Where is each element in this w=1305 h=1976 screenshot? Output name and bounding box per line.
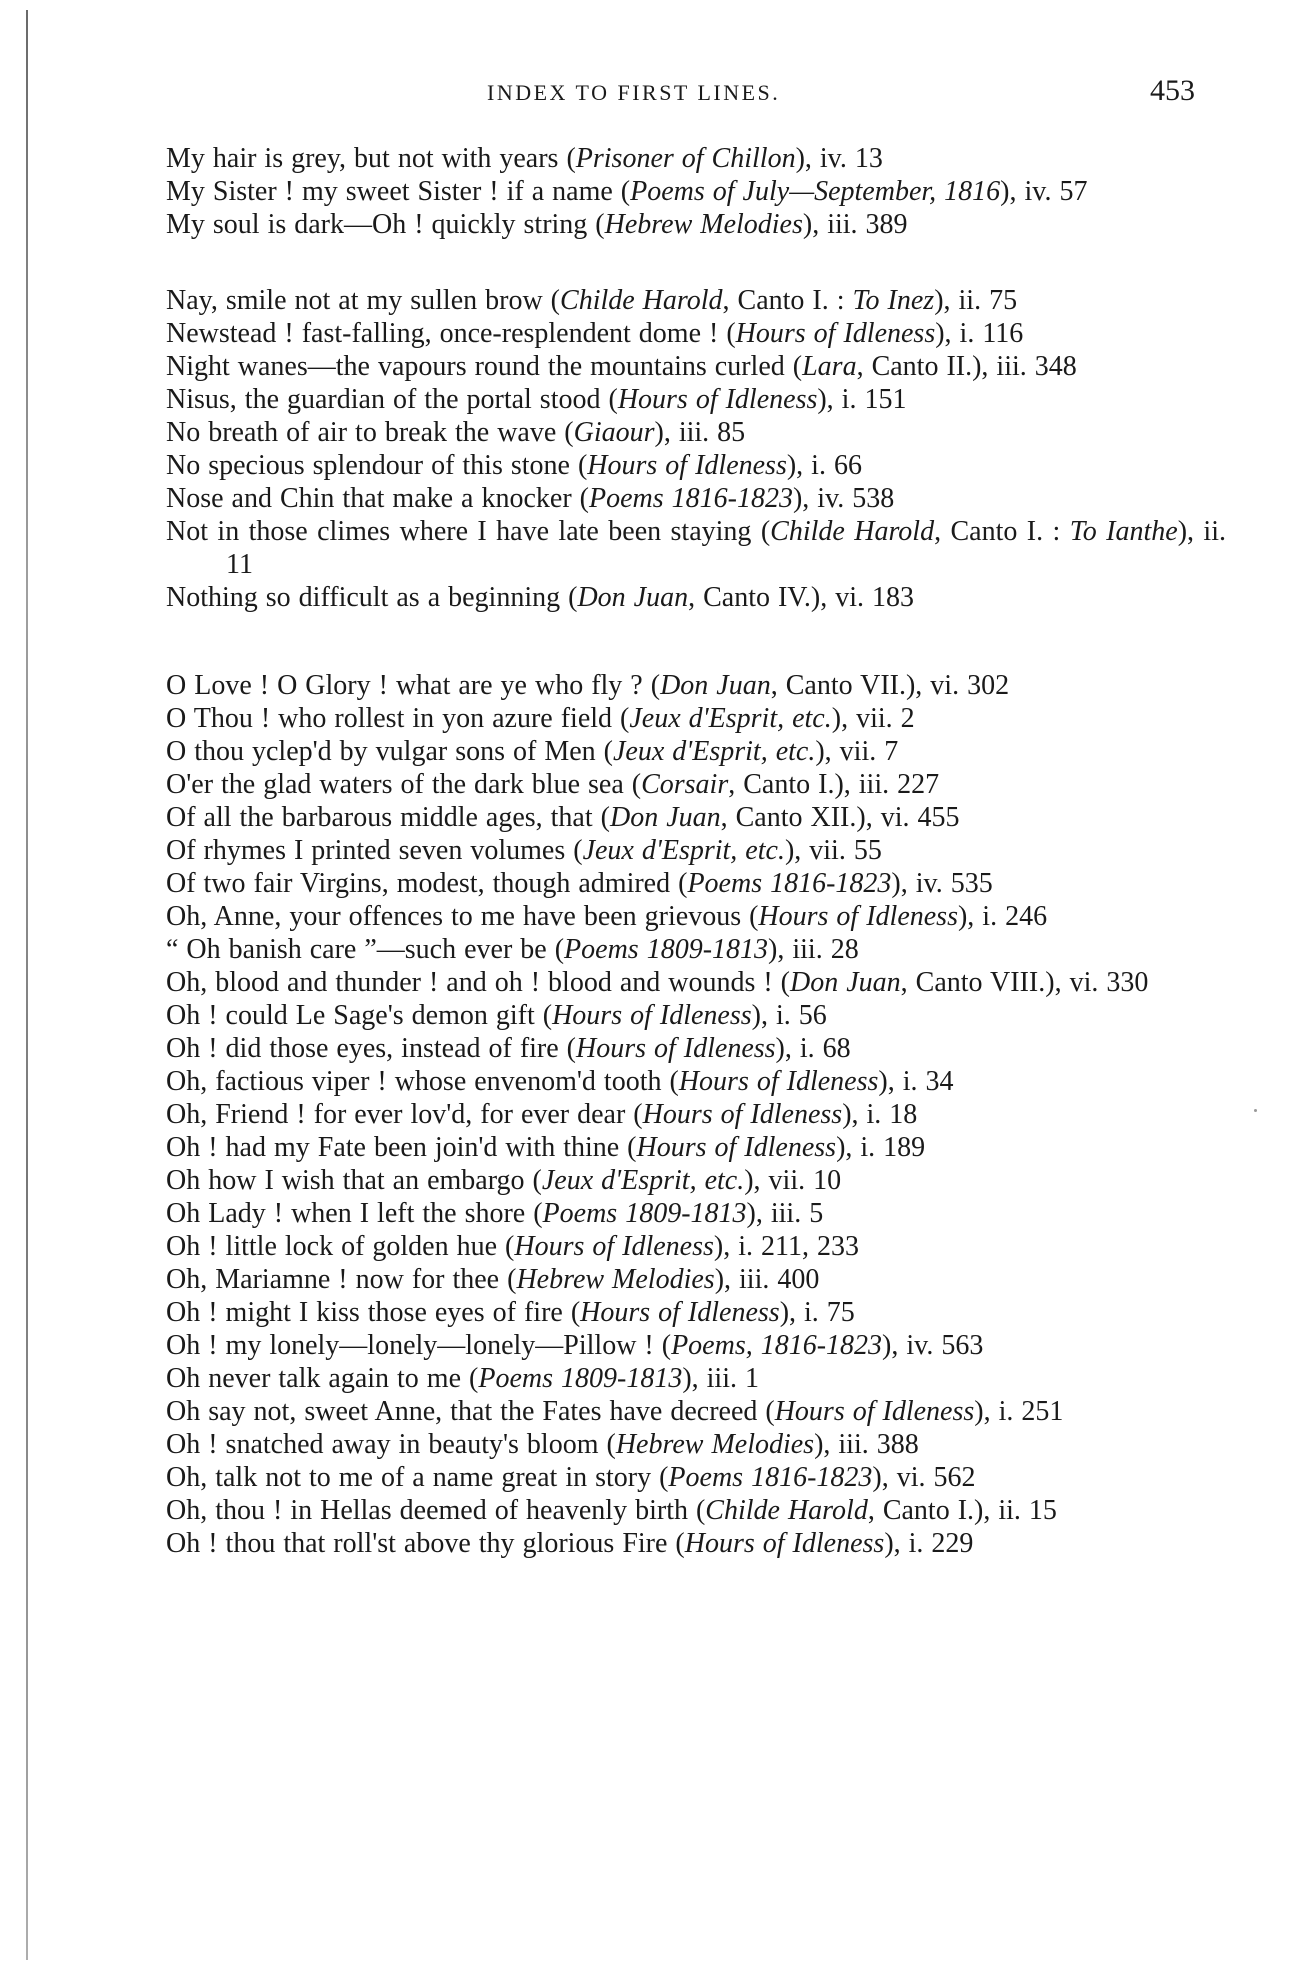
index-entry [166,208,1226,241]
index-entry [166,1461,1226,1494]
index-entry [166,1131,1226,1164]
entry-source-title: Hours of Idleness [587,450,787,481]
entry-first-line: Oh how I wish that an embargo ( [166,1165,542,1196]
index-entry [166,449,1226,482]
index-entry [166,801,1226,834]
entry-reference: ), iii. 400 [714,1264,820,1295]
entry-reference: , Canto VII.), vi. 302 [770,670,1010,701]
entry-reference: , Canto I.), iii. 227 [728,769,940,800]
entry-source-title: Hours of Idleness [580,1297,780,1328]
index-entry [166,768,1226,801]
entry-source-title: Hours of Idleness [678,1066,879,1097]
entry-reference: ), iii. 388 [814,1429,919,1460]
entry-source-title: Hours of Idleness [636,1132,837,1163]
entry-first-line: Nisus, the guardian of the portal stood ( [166,384,618,415]
entry-first-line: Not in those climes where I have late been staying ( [166,516,771,547]
entry-first-line: “ Oh banish care ”—such ever be ( [166,934,565,965]
entry-source-title: Poems, 1816-1823 [671,1330,883,1361]
entry-first-line: Oh ! had my Fate been join'd with thine ( [166,1132,637,1163]
entry-reference: ), i. 56 [751,1000,827,1031]
entry-first-line: Nose and Chin that make a knocker ( [166,483,589,514]
index-entry [166,175,1226,208]
entry-reference: , Canto I.), ii. 15 [867,1495,1057,1526]
index-entry [166,142,1226,175]
entry-first-line: Oh ! little lock of golden hue ( [166,1231,515,1262]
entry-first-line: Oh ! might I kiss those eyes of fire ( [166,1297,581,1328]
entry-source-title: Don Juan [790,967,901,998]
entry-reference: ), i. 68 [775,1033,851,1064]
entry-first-line: Oh Lady ! when I left the shore ( [166,1198,543,1229]
entry-first-line: Oh ! snatched away in beauty's bloom ( [166,1429,616,1460]
index-section [166,284,1226,614]
index-entry [166,933,1226,966]
entry-first-line: O Thou ! who rollest in yon azure field ( [166,703,630,734]
entry-source-title: Hebrew Melodies [516,1264,715,1295]
index-entry [166,1065,1226,1098]
entry-source-title: Childe Harold [560,285,723,316]
entry-source-title: Don Juan [660,670,771,701]
entry-first-line: My soul is dark—Oh ! quickly string ( [166,209,605,240]
entry-reference: ), iv. 13 [795,143,883,174]
entry-reference: , Canto IV.), vi. 183 [688,582,915,613]
index-entry [166,1362,1226,1395]
entry-reference: ), vii. 10 [744,1165,842,1196]
entry-reference: ), vi. 562 [872,1462,976,1493]
index-entry [166,834,1226,867]
entry-source-title: Poems of July—September, 1816 [630,176,1001,207]
running-title: INDEX TO FIRST LINES. [487,80,781,105]
entry-reference: , Canto XII.), vi. 455 [720,802,960,833]
entry-first-line: Oh, blood and thunder ! and oh ! blood and wounds ! ( [166,967,791,998]
entry-first-line: Oh ! my lonely—lonely—lonely—Pillow ! ( [166,1330,672,1361]
index-entry [166,1197,1226,1230]
entry-first-line: Newstead ! fast-falling, once-resplendent dome ! ( [166,318,736,349]
entry-reference: ), iv. 535 [891,868,993,899]
entry-first-line: Oh, Friend ! for ever lov'd, for ever dear ( [166,1099,643,1130]
entry-source-title: Hours of Idleness [642,1099,843,1130]
entry-reference: ), iv. 563 [882,1330,984,1361]
index-entry [166,1164,1226,1197]
entry-first-line: Oh, Mariamne ! now for thee ( [166,1264,517,1295]
entry-source-title: Poems 1809-1813 [478,1363,683,1394]
paper-speck [1254,1109,1257,1112]
entry-reference: ), vii. 55 [784,835,882,866]
entry-source-title: Hebrew Melodies [604,209,803,240]
index-entry [166,350,1226,383]
entry-first-line: My Sister ! my sweet Sister ! if a name ( [166,176,631,207]
entry-source-title: Jeux d'Esprit, etc. [629,703,832,734]
entry-reference: ), vii. 2 [831,703,915,734]
entry-reference: , Canto I. : [722,285,853,316]
entry-first-line: My hair is grey, but not with years ( [166,143,576,174]
entry-source-title: Hours of Idleness [514,1231,714,1262]
index-entry [166,867,1226,900]
entry-first-line: Of rhymes I printed seven volumes ( [166,835,583,866]
entry-reference: ), ii. 75 [934,285,1018,316]
entry-source-title: Hours of Idleness [552,1000,752,1031]
entry-first-line: Oh never talk again to me ( [166,1363,479,1394]
entry-reference: ), i. 246 [957,901,1048,932]
entry-first-line: Of two fair Virgins, modest, though admired ( [166,868,688,899]
index-entry [166,416,1226,449]
entry-source-title: Don Juan [609,802,721,833]
entry-first-line: Oh, thou ! in Hellas deemed of heavenly birth ( [166,1495,706,1526]
entry-first-line: Night wanes—the vapours round the mountains curled ( [166,351,803,382]
entry-reference: ), i. 189 [836,1132,926,1163]
index-entry [166,1527,1226,1560]
entry-source-title: Corsair [641,769,729,800]
index-entry [166,900,1226,933]
entry-first-line: Oh ! thou that roll'st above thy glorious Fire ( [166,1528,685,1559]
entry-first-line: No specious splendour of this stone ( [166,450,588,481]
entry-source-title: Jeux d'Esprit, etc. [612,736,816,767]
entry-reference: ), i. 229 [884,1528,974,1559]
entry-source-title: Hours of Idleness [576,1033,776,1064]
entry-source-title: Lara [802,351,857,382]
entry-source-title: Jeux d'Esprit, etc. [582,835,785,866]
entry-reference: ), iii. 5 [746,1198,824,1229]
index-entry [166,1329,1226,1362]
index-entry [166,1263,1226,1296]
index-entry [166,1494,1226,1527]
index-entry [166,1296,1226,1329]
entry-first-line: Nothing so difficult as a beginning ( [166,582,578,613]
index-entry [166,581,1226,614]
index-entry [166,1032,1226,1065]
entry-first-line: O Love ! O Glory ! what are ye who fly ? ( [166,670,661,701]
entry-first-line: Oh, factious viper ! whose envenom'd tooth ( [166,1066,679,1097]
entry-source-title: Poems 1816-1823 [588,483,793,514]
entry-reference: , Canto II.), iii. 348 [856,351,1077,382]
index-entry [166,702,1226,735]
entry-source-title: Prisoner of Chillon [575,143,796,174]
entry-first-line: Oh ! did those eyes, instead of fire ( [166,1033,576,1064]
entry-source-subtitle: To Ianthe [1069,516,1178,547]
entry-source-title: Don Juan [577,582,689,613]
index-entry [166,1230,1226,1263]
index-entry [166,482,1226,515]
index-entry [166,669,1226,702]
entry-reference: ), i. 251 [974,1396,1064,1427]
entry-source-title: Hebrew Melodies [615,1429,815,1460]
entry-source-title: Hours of Idleness [735,318,936,349]
entry-reference: ), iii. 85 [654,417,746,448]
entry-source-title: Poems 1809-1813 [564,934,769,965]
entry-first-line: Of all the barbarous middle ages, that ( [166,802,610,833]
index-body [166,142,1226,1560]
entry-source-title: Childe Harold [705,1495,868,1526]
entry-reference: ), i. 211, 233 [713,1231,859,1262]
entry-first-line: O thou yclep'd by vulgar sons of Men ( [166,736,613,767]
page-binding-edge [26,10,28,1960]
entry-reference: ), i. 151 [817,384,907,415]
index-section [166,142,1226,241]
entry-reference: ), i. 116 [935,318,1024,349]
entry-source-title: Poems 1816-1823 [668,1462,873,1493]
entry-first-line: Oh say not, sweet Anne, that the Fates have decreed ( [166,1396,775,1427]
index-entry [166,735,1226,768]
entry-source-title: Hours of Idleness [774,1396,975,1427]
entry-first-line: Oh, talk not to me of a name great in story ( [166,1462,669,1493]
entry-reference: ), i. 34 [878,1066,954,1097]
entry-reference: ), iii. 28 [768,934,859,965]
page-number: 453 [1150,74,1195,107]
page-header [0,74,1305,114]
entry-reference: ), i. 18 [842,1099,918,1130]
index-entry [166,1098,1226,1131]
entry-first-line: No breath of air to break the wave ( [166,417,574,448]
entry-reference: , Canto VIII.), vi. 330 [900,967,1149,998]
index-entry [166,383,1226,416]
entry-source-title: Hours of Idleness [617,384,818,415]
entry-reference: ), ii. 11 [226,516,1226,580]
index-entry [166,999,1226,1032]
index-entry [166,515,1226,581]
entry-reference: ), vii. 7 [815,736,899,767]
entry-source-title: Childe Harold [770,516,935,547]
entry-first-line: Oh, Anne, your offences to me have been grievous ( [166,901,759,932]
index-entry [166,284,1226,317]
index-entry [166,1428,1226,1461]
entry-source-title: Poems 1816-1823 [687,868,892,899]
entry-source-title: Giaour [573,417,655,448]
entry-source-title: Hours of Idleness [684,1528,885,1559]
entry-first-line: O'er the glad waters of the dark blue sea ( [166,769,642,800]
entry-reference: ), iv. 538 [792,483,895,514]
index-entry [166,1395,1226,1428]
entry-reference: ), i. 66 [786,450,862,481]
entry-reference: ), iii. 389 [802,209,908,240]
entry-source-title: Hours of Idleness [758,901,958,932]
index-entry [166,317,1226,350]
index-entry [166,966,1226,999]
entry-first-line: Nay, smile not at my sullen brow ( [166,285,561,316]
entry-reference: ), iii. 1 [682,1363,759,1394]
entry-source-subtitle: To Inez [852,285,935,316]
entry-reference: ), i. 75 [779,1297,855,1328]
entry-reference: , Canto I. : [934,516,1070,547]
index-section [166,669,1226,1560]
entry-source-title: Poems 1809-1813 [542,1198,747,1229]
entry-source-title: Jeux d'Esprit, etc. [541,1165,745,1196]
entry-first-line: Oh ! could Le Sage's demon gift ( [166,1000,553,1031]
entry-reference: ), iv. 57 [1000,176,1088,207]
